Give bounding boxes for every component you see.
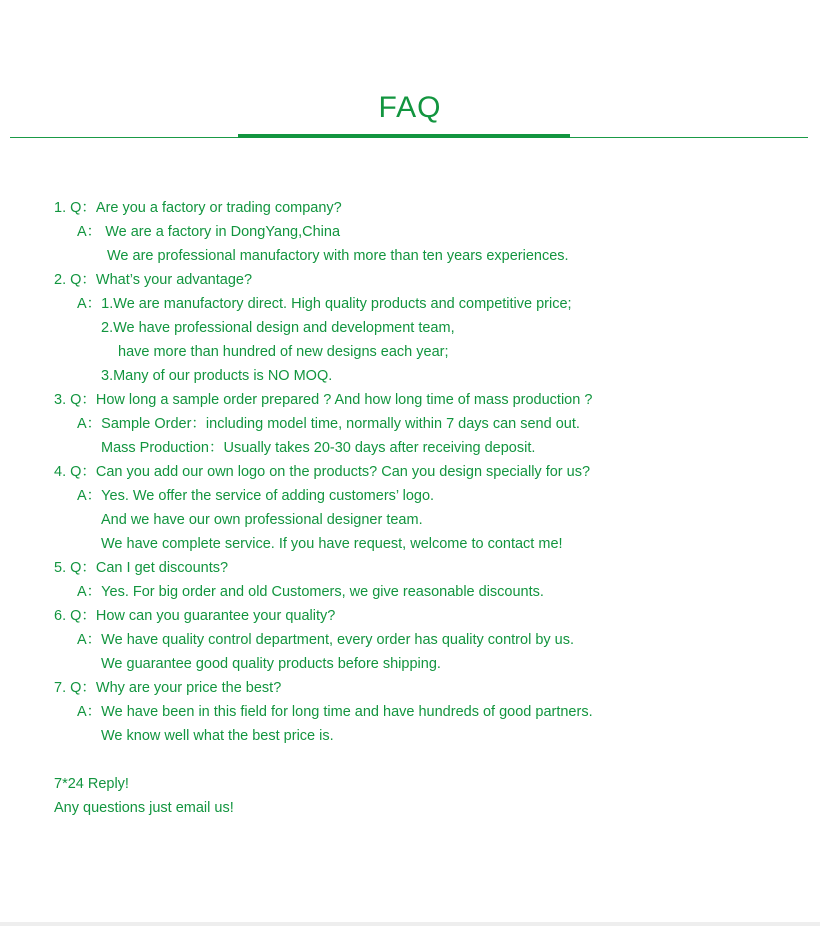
- faq-answer: A： We are a factory in DongYang,China: [77, 224, 341, 240]
- faq-answer: A：1.We are manufactory direct. High quality products and competitive price;: [77, 296, 572, 312]
- reply-note: 7*24 Reply!: [54, 776, 129, 792]
- faq-answer: We know well what the best price is.: [101, 728, 334, 744]
- faq-question: 6. Q：How can you guarantee your quality?: [54, 608, 336, 624]
- faq-answer: Mass Production：Usually takes 20-30 days after receiving deposit.: [101, 440, 536, 456]
- faq-answer: We guarantee good quality products before shipping.: [101, 656, 441, 672]
- faq-question: 1. Q：Are you a factory or trading company?: [54, 200, 342, 216]
- title-underline: [238, 134, 570, 138]
- faq-question: 3. Q：How long a sample order prepared ? And how long time of mass production ?: [54, 392, 593, 408]
- email-note: Any questions just email us!: [54, 800, 234, 816]
- faq-answer: And we have our own professional designer team.: [101, 512, 423, 528]
- faq-answer: 2.We have professional design and development team,: [101, 320, 455, 336]
- faq-answer: A：We have quality control department, every order has quality control by us.: [77, 632, 575, 648]
- faq-answer: We have complete service. If you have request, welcome to contact me!: [101, 536, 563, 552]
- faq-answer: A：Yes. For big order and old Customers, we give reasonable discounts.: [77, 584, 544, 600]
- bottom-divider: [0, 922, 820, 926]
- faq-answer: A：We have been in this field for long time and have hundreds of good partners.: [77, 704, 593, 720]
- faq-answer: have more than hundred of new designs each year;: [118, 344, 449, 360]
- faq-question: 5. Q：Can I get discounts?: [54, 560, 229, 576]
- faq-question: 7. Q：Why are your price the best?: [54, 680, 282, 696]
- faq-answer: A：Sample Order：including model time, normally within 7 days can send out.: [77, 416, 580, 432]
- faq-answer: 3.Many of our products is NO MOQ.: [101, 368, 333, 384]
- faq-answer: A：Yes. We offer the service of adding customers’ logo.: [77, 488, 435, 504]
- faq-question: 4. Q：Can you add our own logo on the products? Can you design specially for us?: [54, 464, 591, 480]
- faq-question: 2. Q：What’s your advantage?: [54, 272, 253, 288]
- page-title: FAQ: [378, 91, 442, 124]
- faq-answer: We are professional manufactory with more than ten years experiences.: [107, 248, 569, 264]
